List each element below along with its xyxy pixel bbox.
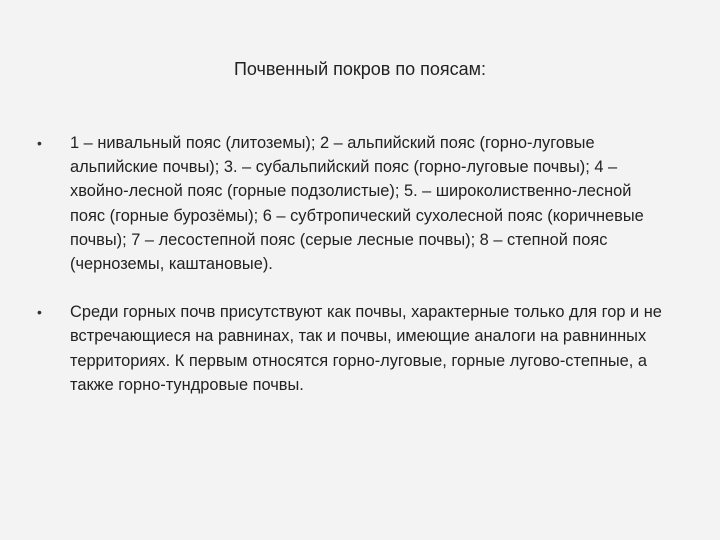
bullet-icon: • — [37, 135, 42, 151]
bullet-text: 1 – нивальный пояс (литоземы); 2 – альпийский пояс (горно-луговые альпийские почвы); 3. – субальпийский пояс (горно-луговые почвы); 4 – хвойно-лесной пояс (горные подзолистые); 5. – широколиственно-лесной пояс (горные бурозёмы); 6 – субтропический сухолесной пояс (коричневые почвы); 7 – лесостепной пояс (серые лесные почвы); 8 – степной пояс (черноземы, каштановые). — [70, 134, 644, 274]
slide-title: Почвенный покров по поясам: — [233, 59, 487, 79]
bullet-list — [36, 131, 668, 397]
bullet-item-soil-belts — [36, 131, 668, 276]
bullet-item-mountain-soils — [36, 300, 668, 397]
bullet-text: Среди горных почв присутствуют как почвы, характерные только для гор и не встречающиеся на равнинах, так и почвы, имеющие аналоги на равнинных территориях. К первым относятся горно-луговые, горные лугово-степные, а также горно-тундровые почвы. — [70, 303, 662, 394]
bullet-icon: • — [37, 304, 42, 321]
